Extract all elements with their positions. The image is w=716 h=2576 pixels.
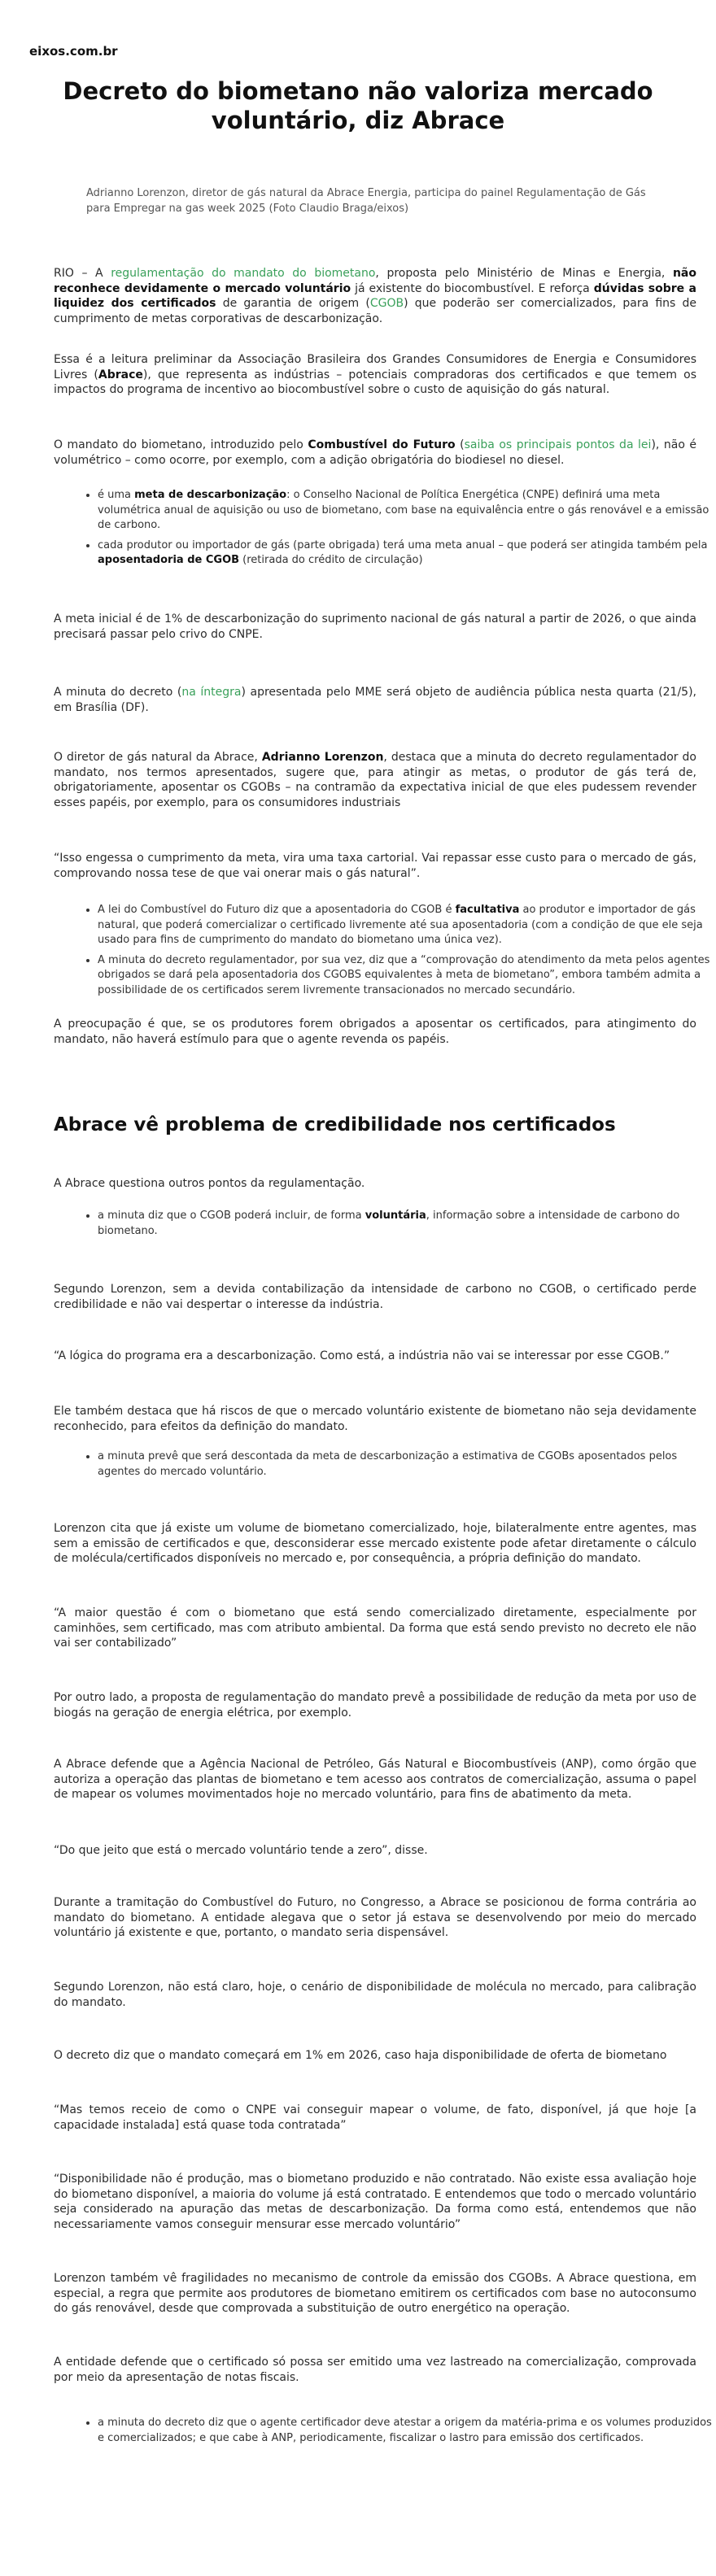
link-integra[interactable]: na íntegra (181, 686, 242, 699)
paragraph: O decreto diz que o mandato começará em 1% em 2026, caso haja disponibilidade de oferta de biometano (54, 2049, 667, 2062)
quote-paragraph: “A lógica do programa era a descarbonização. Como está, a indústria não vai se interessar por esse CGOB.” (54, 1349, 670, 1362)
site-name[interactable]: eixos.com.br (29, 44, 118, 59)
photo-caption: Adrianno Lorenzon, diretor de gás natural da Abrace Energia, participa do painel Regulamentação de Gás para Empregar na gas week 2025 (Foto Claudio Braga/eixos) (86, 187, 646, 215)
link-regulamentacao[interactable]: regulamentação do mandato do biometano (111, 267, 376, 280)
list-item: • é uma meta de descarbonização: o Conselho Nacional de Política Energética (CNPE) definirá uma meta volumétrica anual de aquisição ou uso de biometano, com base na equivalência entre o gás renovável e a emissão de carbono. (98, 488, 716, 534)
paragraph: Segundo Lorenzon, sem a devida contabilização da intensidade de carbono no CGOB, o certificado perde credibilidade e não vai despertar o interesse da indústria. (54, 1283, 696, 1311)
quote-paragraph: “A maior questão é com o biometano que está sendo comercializado diretamente, especialmente por caminhões, sem certificado, mas com atributo ambiental. Da forma que está sendo previsto no decreto ele não vai ser contabilizado” (54, 1606, 696, 1650)
paragraph: A meta inicial é de 1% de descarbonização do suprimento nacional de gás natural a partir de 2026, o que ainda precisará passar pelo crivo do CNPE. (54, 612, 696, 641)
paragraph (54, 750, 696, 810)
text: ), que representa as indústrias – potenciais compradoras dos certificados e que temem os impactos do programa de incentivo ao biocombustível sobre o custo de aquisição do gás natural. (54, 368, 696, 396)
paragraph (54, 438, 696, 468)
text: A minuta do decreto ( (54, 686, 182, 699)
text: , proposta pelo Ministério de Minas e Energia, (375, 267, 673, 280)
bold-text: não reconhece devidamente o mercado voluntário (54, 267, 696, 295)
text: já existente do biocombustível. E reforça (351, 281, 594, 295)
paragraph: Segundo Lorenzon, não está claro, hoje, o cenário de disponibilidade de molécula no mercado, para calibração do mandato. (54, 1981, 696, 2009)
bold-text: dúvidas sobre a liquidez dos certificados (54, 281, 696, 310)
text: RIO – A (54, 267, 111, 280)
list-item: • a minuta prevê que será descontada da meta de descarbonização a estimativa de CGOBs aposentados pelos agentes do mercado voluntário. (98, 1449, 716, 1480)
text: de garantia de origem ( (216, 297, 370, 310)
section-heading: Abrace vê problema de credibilidade nos certificados (54, 1114, 616, 1135)
link-cgob[interactable]: CGOB (369, 297, 404, 310)
paragraph: A preocupação é que, se os produtores forem obrigados a aposentar os certificados, para atingimento do mandato, não haverá estímulo para que o agente revenda os papéis. (54, 1018, 696, 1046)
text: ) apresentada pelo MME será objeto de audiência pública nesta quarta (21/5), em Brasília (DF). (54, 686, 696, 714)
link-lei[interactable]: saiba os principais pontos da lei (464, 438, 652, 451)
paragraph: Lorenzon também vê fragilidades no mecanismo de controle da emissão dos CGOBs. A Abrace questiona, em especial, a regra que permite aos produtores de biometano emitirem os certificados com base no autoconsumo do gás renovável, desde que comprovada a substituição de outro energético na operação. (54, 2272, 696, 2315)
bullet-list (73, 488, 716, 573)
paragraph: Durante a tramitação do Combustível do Futuro, no Congresso, a Abrace se posicionou de forma contrária ao mandato do biometano. A entidade alegava que o setor já estava se desenvolvendo por meio do mercado voluntário já existente e que, portanto, o mandato seria dispensável. (54, 1896, 696, 1939)
quote-paragraph: “Mas temos receio de como o CNPE vai conseguir mapear o volume, de fato, disponível, já que hoje [a capacidade instalada] está quase toda contratada” (54, 2103, 696, 2132)
paragraph: Ele também destaca que há riscos de que o mercado voluntário existente de biometano não seja devidamente reconhecido, para efeitos da definição do mandato. (54, 1405, 696, 1433)
paragraph: Por outro lado, a proposta de regulamentação do mandato prevê a possibilidade de redução da meta por uso de biogás na geração de energia elétrica, por exemplo. (54, 1691, 696, 1720)
text: O mandato do biometano, introduzido pelo (54, 438, 308, 451)
bold-text: Combustível do Futuro (308, 438, 456, 451)
quote-paragraph: “Do que jeito que está o mercado voluntário tende a zero”, disse. (54, 1844, 428, 1857)
bullet-list (73, 2416, 716, 2451)
list-item: • a minuta diz que o CGOB poderá incluir, de forma voluntária, informação sobre a intensidade de carbono do biometano. (98, 1209, 716, 1239)
paragraph: A entidade defende que o certificado só possa ser emitido uma vez lastreado na comercialização, comprovada por meio da apresentação de notas fiscais. (54, 2356, 696, 2384)
list-item: • cada produtor ou importador de gás (parte obrigada) terá uma meta anual – que poderá ser atingida também pela aposentadoria de CGOB (retirada do crédito de circulação) (98, 538, 716, 569)
text: Essa é a leitura preliminar da Associação Brasileira dos Grandes Consumidores de Energia e Consumidores Livres ( (54, 353, 696, 381)
text: ) que poderão ser comercializados, para fins de cumprimento de metas corporativas de descarbonização. (54, 297, 696, 325)
paragraph: A Abrace defende que a Agência Nacional de Petróleo, Gás Natural e Biocombustíveis (ANP), como órgão que autoriza a operação das plantas de biometano e tem acesso aos contratos de comercialização, assuma o papel de mapear os volumes movimentados hoje no mercado voluntário, para fins de abatimento da meta. (54, 1758, 696, 1801)
bullet-list (73, 1449, 716, 1484)
paragraph: A Abrace questiona outros pontos da regulamentação. (54, 1177, 365, 1190)
text: , destaca que a minuta do decreto regulamentador do mandato, nos termos apresentados, sugere que, para atingir as metas, o produtor de gás terá de, obrigatoriamente, aposentar os CGOBs – na contramão da expectativa inicial de que eles pudessem revender esses papéis, por exemplo, para os consumidores industriais (54, 751, 696, 809)
list-item: • A lei do Combustível do Futuro diz que a aposentadoria do CGOB é facultativa ao produtor e importador de gás natural, que poderá comercializar o certificado livremente até sua aposentadoria (com a condição de que ele seja usado para fins de cumprimento do mandato do biometano uma única vez). (98, 903, 716, 948)
paragraph (54, 685, 696, 715)
quote-paragraph: “Disponibilidade não é produção, mas o biometano produzido e não contratado. Não existe essa avaliação hoje do biometano disponível, a maioria do volume já está contratado. E entendemos que todo o mercado voluntário seja considerado na apuração das metas de descarbonização. Da forma como está, entendemos que não necessariamente vamos conseguir mensurar esse mercado voluntário” (54, 2173, 696, 2231)
list-item: • A minuta do decreto regulamentador, por sua vez, diz que a “comprovação do atendimento da meta pelos agentes obrigados se dará pela aposentadoria dos CGOBS equivalentes à meta de biometano”, embora também admita a possibilidade de os certificados serem livremente transacionados no mercado secundário. (98, 953, 716, 999)
bullet-list (73, 1209, 716, 1244)
text: O diretor de gás natural da Abrace, (54, 751, 262, 764)
text: ), não é volumétrico – como ocorre, por exemplo, com a adição obrigatória do biodiesel no diesel. (54, 438, 697, 467)
bullet-list (73, 903, 716, 1003)
quote-paragraph: “Isso engessa o cumprimento da meta, vira uma taxa cartorial. Vai repassar esse custo para o mercado de gás, comprovando nossa tese de que vai onerar mais o gás natural”. (54, 852, 696, 880)
paragraph (54, 352, 696, 398)
bold-text: Adrianno Lorenzon (261, 751, 384, 764)
text: ( (455, 438, 465, 451)
list-item: • a minuta do decreto diz que o agente certificador deve atestar a origem da matéria-prima e os volumes produzidos e comercializados; e que cabe à ANP, periodicamente, fiscalizar o lastro para emissão dos certificados. (98, 2416, 716, 2446)
bold-text: Abrace (98, 368, 143, 381)
paragraph: Lorenzon cita que já existe um volume de biometano comercializado, hoje, bilateralmente entre agentes, mas sem a emissão de certificados e que, desconsiderar esse mercado existente pode afetar diretamente o cálculo de molécula/certificados disponíveis no mercado e, por consequência, a própria definição do mandato. (54, 1522, 696, 1565)
article-title: Decreto do biometano não valoriza mercado voluntário, diz Abrace (63, 77, 653, 134)
paragraph-intro (54, 266, 696, 326)
